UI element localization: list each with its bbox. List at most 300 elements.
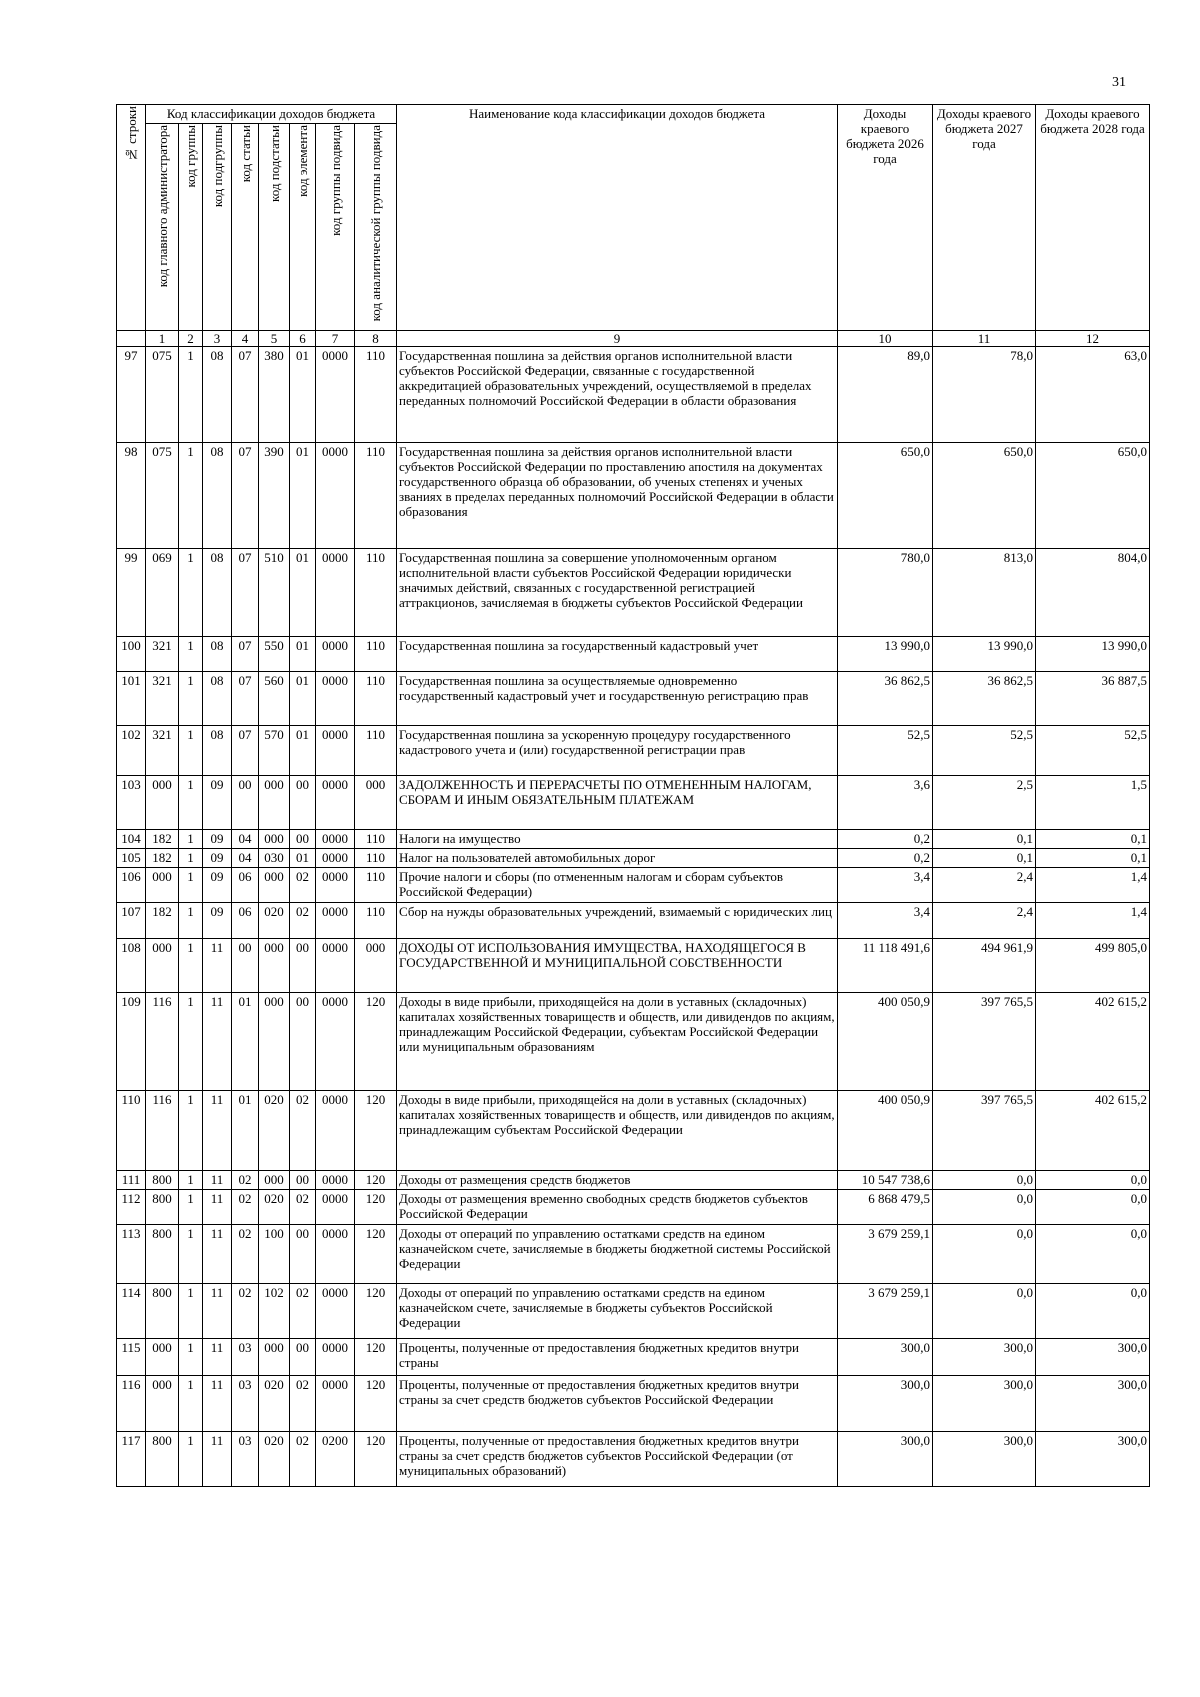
- code-cell-4: 01: [232, 993, 259, 1091]
- code-cell-8: 120: [355, 1171, 397, 1190]
- column-number-7: 7: [316, 331, 355, 347]
- income-name-cell: ЗАДОЛЖЕННОСТЬ И ПЕРЕРАСЧЕТЫ ПО ОТМЕНЕННЫМ НАЛОГАМ, СБОРАМ И ИНЫМ ОБЯЗАТЕЛЬНЫМ ПЛАТЕЖАМ: [397, 776, 838, 830]
- code-cell-7: 0200: [316, 1432, 355, 1487]
- code-cell-5: 550: [259, 637, 290, 672]
- code-cell-5: 000: [259, 830, 290, 849]
- code-cell-5: 020: [259, 1432, 290, 1487]
- code-cell-5: 102: [259, 1284, 290, 1339]
- code-cell-5: 570: [259, 726, 290, 776]
- row-number: 98: [117, 443, 146, 549]
- table-row: [117, 443, 1150, 549]
- code-cell-4: 04: [232, 830, 259, 849]
- code-cell-3: 08: [203, 347, 232, 443]
- code-cell-4: 02: [232, 1171, 259, 1190]
- code-cell-3: 09: [203, 849, 232, 868]
- table-row: [117, 903, 1150, 939]
- code-cell-8: 000: [355, 939, 397, 993]
- code-cell-6: 01: [290, 726, 316, 776]
- code-cell-4: 00: [232, 939, 259, 993]
- code-cell-2: 1: [179, 1284, 203, 1339]
- income-2027-cell: 2,5: [933, 776, 1036, 830]
- code-cell-2: 1: [179, 1225, 203, 1284]
- income-name-cell: Доходы от размещения средств бюджетов: [397, 1171, 838, 1190]
- table-row: [117, 1091, 1150, 1171]
- column-number-2: 2: [179, 331, 203, 347]
- income-2026-cell: 36 862,5: [838, 672, 933, 726]
- income-2027-cell: 78,0: [933, 347, 1036, 443]
- income-2027-cell: 0,1: [933, 830, 1036, 849]
- income-2028-cell: 13 990,0: [1036, 637, 1150, 672]
- income-name-cell: Проценты, полученные от предоставления бюджетных кредитов внутри страны: [397, 1339, 838, 1376]
- code-cell-3: 09: [203, 868, 232, 903]
- code-cell-4: 03: [232, 1376, 259, 1432]
- code-cell-7: 0000: [316, 637, 355, 672]
- code-cell-8: 110: [355, 347, 397, 443]
- code-cell-8: 120: [355, 1091, 397, 1171]
- row-number: 112: [117, 1190, 146, 1225]
- code-cell-3: 11: [203, 1376, 232, 1432]
- table-row: [117, 672, 1150, 726]
- code-cell-1: 800: [146, 1190, 179, 1225]
- table-row: [117, 549, 1150, 637]
- row-number: 102: [117, 726, 146, 776]
- income-2026-cell: 400 050,9: [838, 1091, 933, 1171]
- row-number: 116: [117, 1376, 146, 1432]
- income-2028-cell: 300,0: [1036, 1339, 1150, 1376]
- code-cell-5: 000: [259, 868, 290, 903]
- code-cell-4: 03: [232, 1339, 259, 1376]
- code-cell-8: 120: [355, 1432, 397, 1487]
- column-numbers-row: [117, 331, 1150, 347]
- income-2028-cell: 0,0: [1036, 1284, 1150, 1339]
- table-row: [117, 1225, 1150, 1284]
- table-header: [117, 105, 1150, 347]
- column-number-6: 6: [290, 331, 316, 347]
- income-2028-cell: 0,1: [1036, 830, 1150, 849]
- income-2026-cell: 6 868 479,5: [838, 1190, 933, 1225]
- column-number-8: 8: [355, 331, 397, 347]
- code-cell-6: 02: [290, 1190, 316, 1225]
- row-number: 97: [117, 347, 146, 443]
- header-code-6: код элемента: [290, 124, 316, 331]
- code-cell-2: 1: [179, 672, 203, 726]
- code-cell-2: 1: [179, 637, 203, 672]
- row-number: 113: [117, 1225, 146, 1284]
- code-cell-7: 0000: [316, 443, 355, 549]
- income-name-cell: Проценты, полученные от предоставления бюджетных кредитов внутри страны за счет средств бюджетов субъектов Российской Федерации: [397, 1376, 838, 1432]
- income-name-cell: Государственная пошлина за ускоренную процедуру государственного кадастрового учета и (или) государственной регистрации прав: [397, 726, 838, 776]
- header-code-1: код главного администратора: [146, 124, 179, 331]
- income-name-cell: Доходы от размещения временно свободных средств бюджетов субъектов Российской Федерации: [397, 1190, 838, 1225]
- column-number-3: 3: [203, 331, 232, 347]
- header-income-2028: Доходы краевого бюджета 2028 года: [1036, 105, 1150, 331]
- row-number: 101: [117, 672, 146, 726]
- code-cell-5: 000: [259, 939, 290, 993]
- code-cell-4: 04: [232, 849, 259, 868]
- header-code-5: код подстатьи: [259, 124, 290, 331]
- code-cell-6: 00: [290, 830, 316, 849]
- code-cell-3: 11: [203, 1171, 232, 1190]
- income-2026-cell: 0,2: [838, 830, 933, 849]
- income-2028-cell: 36 887,5: [1036, 672, 1150, 726]
- code-cell-7: 0000: [316, 1091, 355, 1171]
- code-cell-1: 075: [146, 443, 179, 549]
- income-2026-cell: 300,0: [838, 1432, 933, 1487]
- header-code-7: код группы подвида: [316, 124, 355, 331]
- code-cell-2: 1: [179, 1339, 203, 1376]
- row-number: 105: [117, 849, 146, 868]
- income-2026-cell: 650,0: [838, 443, 933, 549]
- code-cell-2: 1: [179, 1376, 203, 1432]
- code-cell-8: 110: [355, 443, 397, 549]
- code-cell-2: 1: [179, 830, 203, 849]
- code-cell-1: 321: [146, 637, 179, 672]
- income-2026-cell: 11 118 491,6: [838, 939, 933, 993]
- income-name-cell: Доходы в виде прибыли, приходящейся на доли в уставных (складочных) капиталах хозяйственных товариществ и обществ, или дивидендов по акциям, принадлежащим Российской Федерации, субъектам Российской Федерации или муниципальным образованиям: [397, 993, 838, 1091]
- income-2026-cell: 3 679 259,1: [838, 1284, 933, 1339]
- code-cell-8: 120: [355, 1339, 397, 1376]
- code-cell-1: 000: [146, 868, 179, 903]
- column-number-12: 12: [1036, 331, 1150, 347]
- code-cell-5: 020: [259, 1376, 290, 1432]
- income-2027-cell: 2,4: [933, 903, 1036, 939]
- code-cell-3: 11: [203, 1225, 232, 1284]
- income-name-cell: Налоги на имущество: [397, 830, 838, 849]
- income-name-cell: Прочие налоги и сборы (по отмененным налогам и сборам субъектов Российской Федерации): [397, 868, 838, 903]
- income-2026-cell: 3,4: [838, 903, 933, 939]
- code-cell-7: 0000: [316, 672, 355, 726]
- row-number: 117: [117, 1432, 146, 1487]
- code-cell-8: 110: [355, 726, 397, 776]
- income-2026-cell: 780,0: [838, 549, 933, 637]
- code-cell-5: 000: [259, 1339, 290, 1376]
- code-cell-7: 0000: [316, 993, 355, 1091]
- code-cell-7: 0000: [316, 1284, 355, 1339]
- income-name-cell: Налог на пользователей автомобильных дорог: [397, 849, 838, 868]
- code-cell-1: 116: [146, 993, 179, 1091]
- code-cell-7: 0000: [316, 1376, 355, 1432]
- code-cell-6: 02: [290, 1376, 316, 1432]
- income-2027-cell: 0,1: [933, 849, 1036, 868]
- code-cell-3: 09: [203, 903, 232, 939]
- row-number: 110: [117, 1091, 146, 1171]
- income-2028-cell: 0,0: [1036, 1171, 1150, 1190]
- code-cell-3: 08: [203, 637, 232, 672]
- table-row: [117, 868, 1150, 903]
- income-2028-cell: 0,0: [1036, 1225, 1150, 1284]
- code-cell-1: 800: [146, 1171, 179, 1190]
- header-code-8: код аналитической группы подвида: [355, 124, 397, 331]
- income-2026-cell: 10 547 738,6: [838, 1171, 933, 1190]
- header-code-3: код подгруппы: [203, 124, 232, 331]
- income-2027-cell: 300,0: [933, 1339, 1036, 1376]
- income-name-cell: Государственная пошлина за действия органов исполнительной власти субъектов Российской Федерации, связанные с государственной аккредитацией образовательных учреждений, осуществляемой в пределах переданных полномочий Российской Федерации в области образования: [397, 347, 838, 443]
- code-cell-6: 02: [290, 1284, 316, 1339]
- code-cell-1: 800: [146, 1284, 179, 1339]
- income-2028-cell: 804,0: [1036, 549, 1150, 637]
- code-cell-5: 510: [259, 549, 290, 637]
- income-name-cell: Государственная пошлина за государственный кадастровый учет: [397, 637, 838, 672]
- header-code-group: Код классификации доходов бюджета: [146, 105, 397, 124]
- code-cell-8: 110: [355, 830, 397, 849]
- code-cell-6: 00: [290, 1339, 316, 1376]
- income-2027-cell: 0,0: [933, 1171, 1036, 1190]
- table-row: [117, 1432, 1150, 1487]
- row-number: 109: [117, 993, 146, 1091]
- code-cell-3: 09: [203, 830, 232, 849]
- code-cell-6: 02: [290, 1432, 316, 1487]
- code-cell-1: 321: [146, 672, 179, 726]
- code-cell-7: 0000: [316, 830, 355, 849]
- code-cell-8: 120: [355, 1225, 397, 1284]
- income-2026-cell: 3,4: [838, 868, 933, 903]
- income-2027-cell: 2,4: [933, 868, 1036, 903]
- income-name-cell: Сбор на нужды образовательных учреждений, взимаемый с юридических лиц: [397, 903, 838, 939]
- code-cell-2: 1: [179, 347, 203, 443]
- code-cell-8: 110: [355, 903, 397, 939]
- code-cell-5: 560: [259, 672, 290, 726]
- code-cell-3: 08: [203, 549, 232, 637]
- income-2027-cell: 300,0: [933, 1432, 1036, 1487]
- income-2026-cell: 52,5: [838, 726, 933, 776]
- code-cell-5: 000: [259, 993, 290, 1091]
- code-cell-4: 02: [232, 1190, 259, 1225]
- column-number-11: 11: [933, 331, 1036, 347]
- code-cell-8: 110: [355, 637, 397, 672]
- column-number-1: 1: [146, 331, 179, 347]
- income-2026-cell: 0,2: [838, 849, 933, 868]
- code-cell-7: 0000: [316, 1225, 355, 1284]
- table-row: [117, 776, 1150, 830]
- page-number: 31: [1112, 75, 1126, 90]
- code-cell-3: 11: [203, 1190, 232, 1225]
- table-body: [117, 347, 1150, 1487]
- code-cell-6: 01: [290, 637, 316, 672]
- income-2026-cell: 300,0: [838, 1376, 933, 1432]
- income-2028-cell: 1,4: [1036, 903, 1150, 939]
- column-number-5: 5: [259, 331, 290, 347]
- code-cell-8: 110: [355, 849, 397, 868]
- code-cell-5: 380: [259, 347, 290, 443]
- code-cell-5: 100: [259, 1225, 290, 1284]
- code-cell-3: 11: [203, 1339, 232, 1376]
- income-name-cell: Проценты, полученные от предоставления бюджетных кредитов внутри страны за счет средств бюджетов субъектов Российской Федерации (от муниципальных образований): [397, 1432, 838, 1487]
- code-cell-6: 01: [290, 849, 316, 868]
- header-row-no: № строки: [117, 105, 146, 331]
- code-cell-6: 01: [290, 443, 316, 549]
- header-income-2026: Доходы краевого бюджета 2026 года: [838, 105, 933, 331]
- income-2027-cell: 13 990,0: [933, 637, 1036, 672]
- code-cell-2: 1: [179, 849, 203, 868]
- income-name-cell: Государственная пошлина за совершение уполномоченным органом исполнительной власти субъектов Российской Федерации юридически значимых действий, связанных с государственной регистрацией аттракционов, зачисляемая в бюджеты субъектов Российской Федерации: [397, 549, 838, 637]
- code-cell-6: 01: [290, 549, 316, 637]
- code-cell-4: 06: [232, 903, 259, 939]
- row-number: 108: [117, 939, 146, 993]
- income-2027-cell: 397 765,5: [933, 1091, 1036, 1171]
- code-cell-7: 0000: [316, 549, 355, 637]
- code-cell-4: 07: [232, 549, 259, 637]
- code-cell-3: 08: [203, 443, 232, 549]
- income-name-cell: Доходы от операций по управлению остатками средств на едином казначейском счете, зачисляемые в бюджеты субъектов Российской Федерации: [397, 1284, 838, 1339]
- income-2027-cell: 0,0: [933, 1225, 1036, 1284]
- code-cell-2: 1: [179, 726, 203, 776]
- column-number-4: 4: [232, 331, 259, 347]
- income-2027-cell: 52,5: [933, 726, 1036, 776]
- income-2026-cell: 89,0: [838, 347, 933, 443]
- code-cell-4: 01: [232, 1091, 259, 1171]
- income-2028-cell: 0,0: [1036, 1190, 1150, 1225]
- header-name: Наименование кода классификации доходов бюджета: [397, 105, 838, 331]
- header-code-4: код статьи: [232, 124, 259, 331]
- code-cell-6: 00: [290, 993, 316, 1091]
- income-2027-cell: 494 961,9: [933, 939, 1036, 993]
- income-2028-cell: 650,0: [1036, 443, 1150, 549]
- income-2028-cell: 52,5: [1036, 726, 1150, 776]
- income-2027-cell: 397 765,5: [933, 993, 1036, 1091]
- code-cell-4: 02: [232, 1284, 259, 1339]
- code-cell-8: 110: [355, 672, 397, 726]
- code-cell-2: 1: [179, 1091, 203, 1171]
- income-2027-cell: 0,0: [933, 1190, 1036, 1225]
- code-cell-6: 02: [290, 903, 316, 939]
- income-2028-cell: 402 615,2: [1036, 993, 1150, 1091]
- table-row: [117, 830, 1150, 849]
- row-number: 103: [117, 776, 146, 830]
- income-name-cell: Государственная пошлина за действия органов исполнительной власти субъектов Российской Федерации по проставлению апостиля на документах государственного образца об образовании, об ученых степенях и ученых званиях в пределах переданных полномочий Российской Федерации в области образования: [397, 443, 838, 549]
- code-cell-7: 0000: [316, 868, 355, 903]
- table-row: [117, 993, 1150, 1091]
- code-cell-4: 02: [232, 1225, 259, 1284]
- code-cell-6: 00: [290, 939, 316, 993]
- row-number: 115: [117, 1339, 146, 1376]
- income-name-cell: Государственная пошлина за осуществляемые одновременно государственный кадастровый учет и государственную регистрацию прав: [397, 672, 838, 726]
- code-cell-7: 0000: [316, 849, 355, 868]
- code-cell-3: 11: [203, 939, 232, 993]
- code-cell-7: 0000: [316, 726, 355, 776]
- code-cell-6: 02: [290, 868, 316, 903]
- income-2027-cell: 36 862,5: [933, 672, 1036, 726]
- income-2027-cell: 300,0: [933, 1376, 1036, 1432]
- code-cell-7: 0000: [316, 939, 355, 993]
- code-cell-3: 08: [203, 672, 232, 726]
- code-cell-8: 110: [355, 868, 397, 903]
- table-row: [117, 726, 1150, 776]
- row-number: 106: [117, 868, 146, 903]
- code-cell-2: 1: [179, 443, 203, 549]
- table-row: [117, 1190, 1150, 1225]
- revenue-table: [116, 104, 1150, 1487]
- code-cell-2: 1: [179, 939, 203, 993]
- income-2028-cell: 499 805,0: [1036, 939, 1150, 993]
- code-cell-1: 182: [146, 830, 179, 849]
- table-row: [117, 939, 1150, 993]
- column-number-9: 9: [397, 331, 838, 347]
- code-cell-1: 000: [146, 1376, 179, 1432]
- code-cell-8: 000: [355, 776, 397, 830]
- code-cell-1: 000: [146, 939, 179, 993]
- table-row: [117, 637, 1150, 672]
- code-cell-5: 030: [259, 849, 290, 868]
- code-cell-7: 0000: [316, 1339, 355, 1376]
- income-2027-cell: 813,0: [933, 549, 1036, 637]
- income-2026-cell: 13 990,0: [838, 637, 933, 672]
- table-row: [117, 1376, 1150, 1432]
- income-2028-cell: 402 615,2: [1036, 1091, 1150, 1171]
- income-2028-cell: 0,1: [1036, 849, 1150, 868]
- code-cell-4: 07: [232, 637, 259, 672]
- code-cell-3: 11: [203, 1091, 232, 1171]
- code-cell-1: 116: [146, 1091, 179, 1171]
- income-2026-cell: 3,6: [838, 776, 933, 830]
- code-cell-1: 000: [146, 1339, 179, 1376]
- row-number: 100: [117, 637, 146, 672]
- code-cell-8: 120: [355, 1284, 397, 1339]
- code-cell-5: 020: [259, 1190, 290, 1225]
- income-2027-cell: 650,0: [933, 443, 1036, 549]
- code-cell-1: 800: [146, 1225, 179, 1284]
- table-row: [117, 1339, 1150, 1376]
- code-cell-2: 1: [179, 1432, 203, 1487]
- row-number: 111: [117, 1171, 146, 1190]
- code-cell-4: 07: [232, 726, 259, 776]
- column-number-10: 10: [838, 331, 933, 347]
- code-cell-5: 020: [259, 1091, 290, 1171]
- code-cell-7: 0000: [316, 1171, 355, 1190]
- code-cell-8: 120: [355, 993, 397, 1091]
- income-2028-cell: 1,5: [1036, 776, 1150, 830]
- code-cell-5: 020: [259, 903, 290, 939]
- code-cell-1: 069: [146, 549, 179, 637]
- table-row: [117, 1171, 1150, 1190]
- code-cell-4: 06: [232, 868, 259, 903]
- income-2027-cell: 0,0: [933, 1284, 1036, 1339]
- code-cell-6: 00: [290, 1171, 316, 1190]
- header-income-2027: Доходы краевого бюджета 2027 года: [933, 105, 1036, 331]
- income-2028-cell: 1,4: [1036, 868, 1150, 903]
- code-cell-2: 1: [179, 1171, 203, 1190]
- row-number: 99: [117, 549, 146, 637]
- income-name-cell: Доходы от операций по управлению остатками средств на едином казначейском счете, зачисляемые в бюджеты бюджетной системы Российской Федерации: [397, 1225, 838, 1284]
- code-cell-4: 00: [232, 776, 259, 830]
- code-cell-2: 1: [179, 549, 203, 637]
- code-cell-3: 11: [203, 993, 232, 1091]
- code-cell-1: 182: [146, 903, 179, 939]
- table-row: [117, 1284, 1150, 1339]
- row-number: 107: [117, 903, 146, 939]
- income-2028-cell: 300,0: [1036, 1432, 1150, 1487]
- code-cell-7: 0000: [316, 1190, 355, 1225]
- income-name-cell: Доходы в виде прибыли, приходящейся на доли в уставных (складочных) капиталах хозяйственных товариществ и обществ, или дивидендов по акциям, принадлежащим субъектам Российской Федерации: [397, 1091, 838, 1171]
- code-cell-5: 000: [259, 776, 290, 830]
- income-2028-cell: 63,0: [1036, 347, 1150, 443]
- code-cell-1: 182: [146, 849, 179, 868]
- code-cell-6: 00: [290, 1225, 316, 1284]
- code-cell-3: 11: [203, 1284, 232, 1339]
- code-cell-7: 0000: [316, 347, 355, 443]
- code-cell-4: 07: [232, 347, 259, 443]
- code-cell-6: 01: [290, 672, 316, 726]
- code-cell-1: 800: [146, 1432, 179, 1487]
- code-cell-2: 1: [179, 903, 203, 939]
- code-cell-5: 000: [259, 1171, 290, 1190]
- header-code-2: код группы: [179, 124, 203, 331]
- income-2026-cell: 300,0: [838, 1339, 933, 1376]
- code-cell-3: 09: [203, 776, 232, 830]
- column-number-empty: [117, 331, 146, 347]
- income-2026-cell: 3 679 259,1: [838, 1225, 933, 1284]
- code-cell-1: 000: [146, 776, 179, 830]
- income-name-cell: ДОХОДЫ ОТ ИСПОЛЬЗОВАНИЯ ИМУЩЕСТВА, НАХОДЯЩЕГОСЯ В ГОСУДАРСТВЕННОЙ И МУНИЦИПАЛЬНОЙ СОБСТВЕННОСТИ: [397, 939, 838, 993]
